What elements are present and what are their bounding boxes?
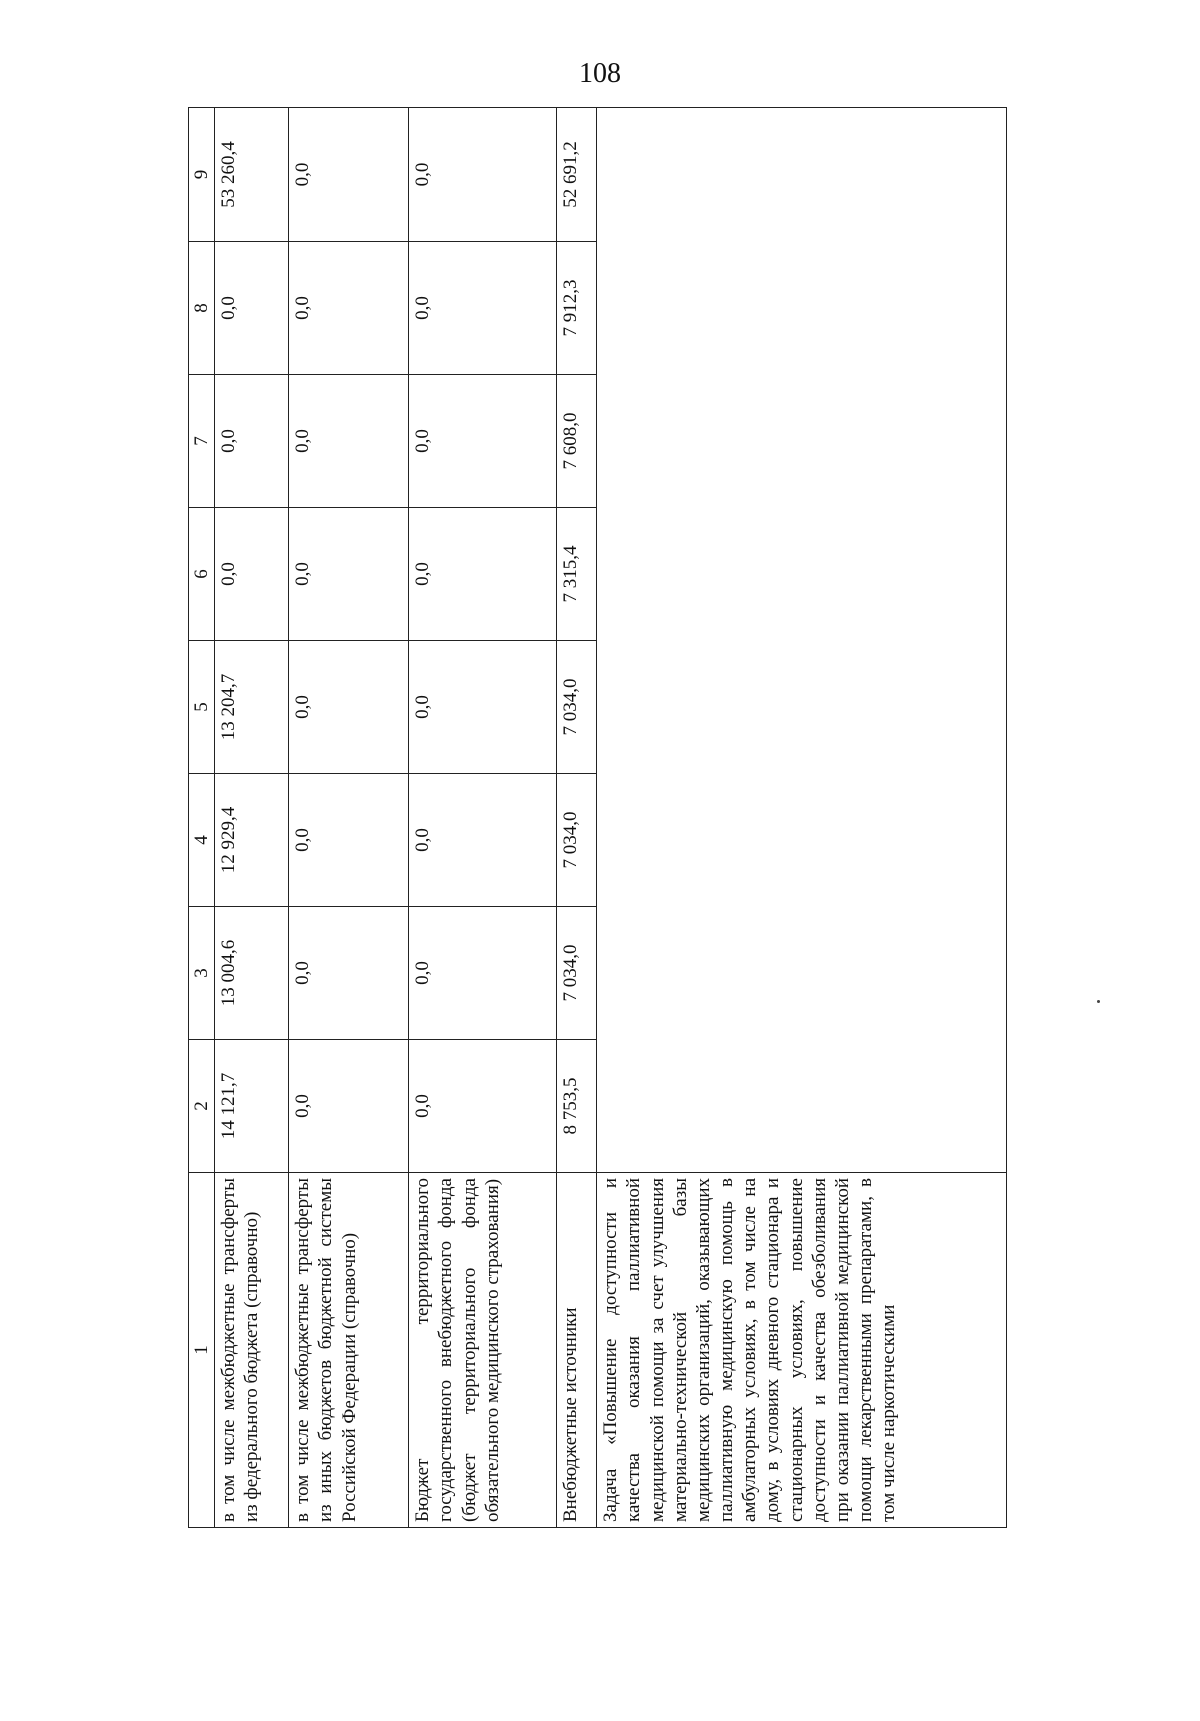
value-cell: 0,0: [409, 375, 557, 508]
scan-speck: [1097, 1000, 1100, 1003]
value-cell: 0,0: [289, 641, 409, 774]
value-cell: 7 034,0: [557, 641, 597, 774]
header-cell: 4: [189, 774, 215, 907]
value-cell: 0,0: [215, 242, 289, 375]
value-cell: 0,0: [409, 641, 557, 774]
header-row: [189, 108, 215, 1528]
header-cell: 5: [189, 641, 215, 774]
value-cell: 8 753,5: [557, 1040, 597, 1173]
value-cell: 0,0: [409, 508, 557, 641]
row-label: в том числе межбюджетные трансферты из федерального бюджета (справочно): [215, 1173, 289, 1528]
page-number: 108: [579, 58, 621, 89]
value-cell: 53 260,4: [215, 108, 289, 242]
table-row: [597, 108, 1007, 1528]
header-cell: 1: [189, 1173, 215, 1528]
value-cell: 0,0: [215, 508, 289, 641]
value-cell: 0,0: [289, 1040, 409, 1173]
table-row: [215, 108, 289, 1528]
value-cell: 7 034,0: [557, 774, 597, 907]
row-label: Задача «Повышение доступности и качества оказания паллиативной медицинской помощи за счет улучшения материально-технической базы медицинских организаций, оказывающих паллиативную медицинскую помощь в амбулаторных условиях, в том числе на дому, в условиях дневного стационара и стационарных условиях, повышение доступности и качества обезболивания при оказании паллиативной медицинской помощи лекарственными препаратами, в том числе наркотическими: [597, 1173, 1007, 1528]
value-cell: 0,0: [289, 242, 409, 375]
value-cell: 0,0: [409, 108, 557, 242]
header-cell: 3: [189, 907, 215, 1040]
value-cell: 52 691,2: [557, 108, 597, 242]
value-cell: 14 121,7: [215, 1040, 289, 1173]
value-cell: 0,0: [289, 774, 409, 907]
header-cell: 6: [189, 508, 215, 641]
header-cell: 2: [189, 1040, 215, 1173]
value-cell: 7 315,4: [557, 508, 597, 641]
value-cell: 0,0: [289, 108, 409, 242]
table-row: [557, 108, 597, 1528]
value-cell: 7 608,0: [557, 375, 597, 508]
row-label: Бюджет территориального государственного внебюджетного фонда (бюджет территориального фонда обязательного медицинского страхования): [409, 1173, 557, 1528]
value-cell: 7 034,0: [557, 907, 597, 1040]
rotated-table-container: [188, 108, 1048, 1528]
value-cell: 0,0: [409, 1040, 557, 1173]
row-label: в том числе межбюджетные трансферты из иных бюджетов бюджетной системы Российской Федерации (справочно): [289, 1173, 409, 1528]
table-row: [409, 108, 557, 1528]
value-cell: 0,0: [289, 508, 409, 641]
table-row: [289, 108, 409, 1528]
header-cell: 8: [189, 242, 215, 375]
value-cell: 0,0: [409, 774, 557, 907]
value-cell: 7 912,3: [557, 242, 597, 375]
row-label: Внебюджетные источники: [557, 1173, 597, 1528]
value-cell: 0,0: [289, 375, 409, 508]
budget-table: [188, 107, 1007, 1528]
value-cell: 0,0: [409, 242, 557, 375]
header-cell: 7: [189, 375, 215, 508]
header-cell: 9: [189, 108, 215, 242]
value-cell: 12 929,4: [215, 774, 289, 907]
value-cell: 0,0: [409, 907, 557, 1040]
empty-merged-cell: [597, 108, 1007, 1173]
value-cell: 0,0: [289, 907, 409, 1040]
value-cell: 13 004,6: [215, 907, 289, 1040]
value-cell: 0,0: [215, 375, 289, 508]
value-cell: 13 204,7: [215, 641, 289, 774]
